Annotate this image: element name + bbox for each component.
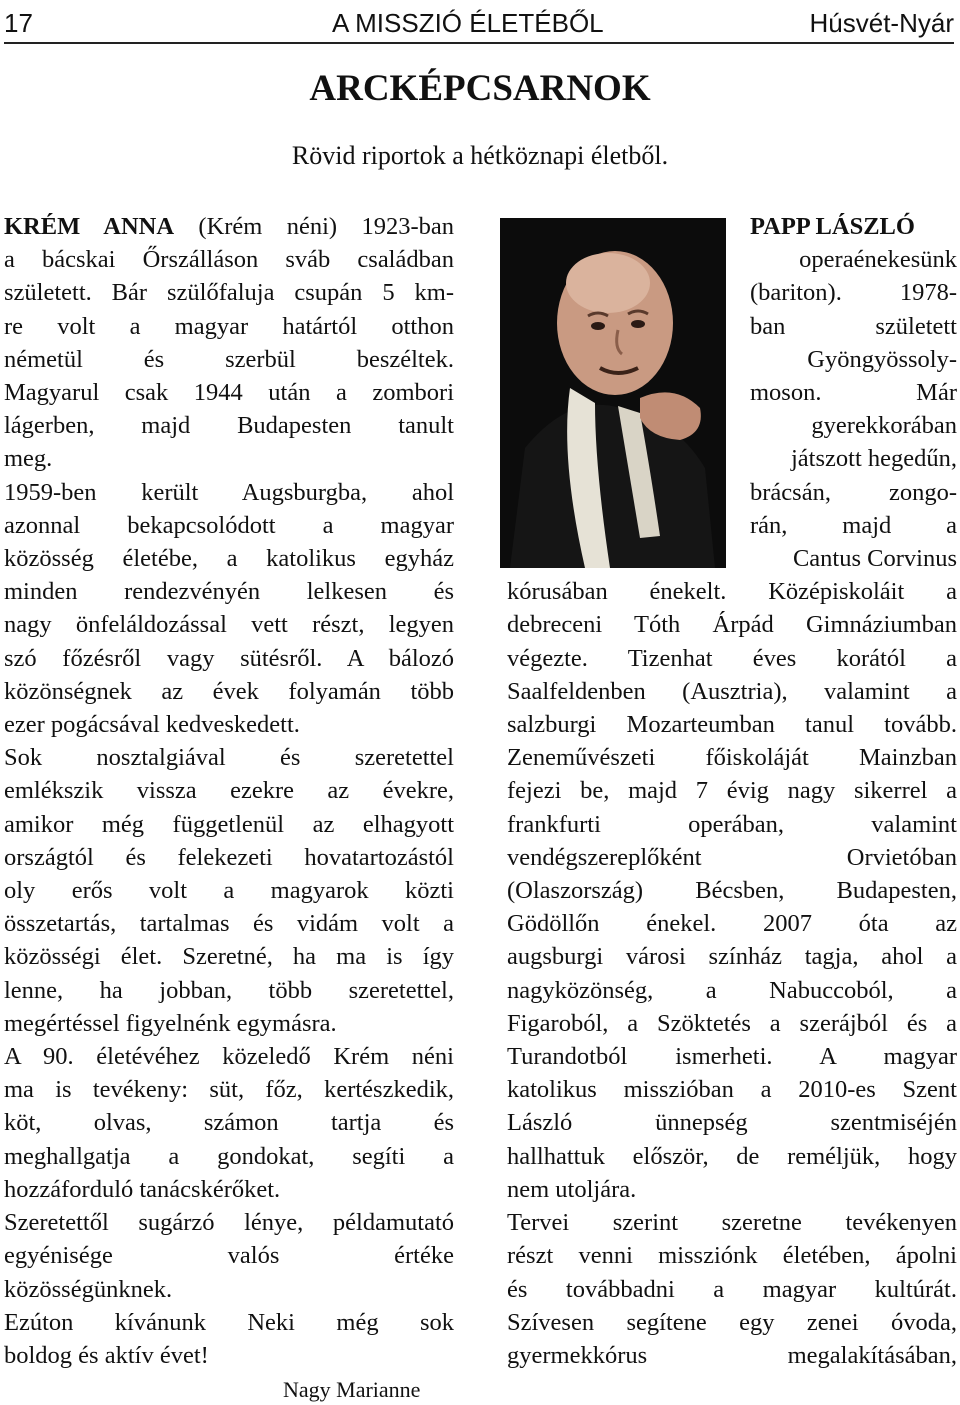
article-line: ma is tevékeny: süt, főz, kertészkedik, [4, 1076, 454, 1104]
article-line: Zeneművészeti főiskoláját Mainzban [507, 744, 957, 772]
article-line: fejezi be, majd 7 évig nagy sikerrel a [507, 777, 957, 805]
article-line: (Olaszország) Bécsben, Budapesten, [507, 877, 957, 905]
article-krem-anna [4, 210, 454, 1372]
article-line: összetartás, tartalmas és vidám volt a [4, 910, 454, 938]
article-line: ban született [750, 312, 957, 340]
article-line: nem utoljára. [507, 1175, 637, 1203]
article-line: Magyarul csak 1944 után a zombori [4, 379, 454, 407]
article-line: nagyközönség, a Nabuccoból, a [507, 976, 957, 1004]
article-line [4, 210, 454, 243]
article-line: amikor még függetlenül az elhagyott [4, 810, 454, 838]
article-line: a bácskai Őrszálláson sváb családban [4, 246, 454, 274]
article-papp-laszlo [507, 210, 957, 1372]
article-line: salzburgi Mozarteumban tanul tovább. [507, 711, 957, 739]
article-line: Szeretettől sugárzó lénye, példamutató [4, 1209, 454, 1237]
issue-name: Húsvét-Nyár [809, 8, 954, 38]
page-header [4, 4, 954, 44]
article-line: azonnal bekapcsolódott a magyar [4, 511, 454, 539]
article-line: egyénisége valós értéke [4, 1242, 454, 1270]
article-line: Saalfeldenben (Ausztria), valamint a [507, 677, 957, 705]
article-line: gyerekkorában [811, 412, 957, 440]
article-line: köt, olvas, számon tartja és [4, 1109, 454, 1137]
article-line: emlékszik vissza ezekre az évekre, [4, 777, 454, 805]
article-line: meghallgatja a gondokat, segíti a [4, 1142, 454, 1170]
section-title: ARCKÉPCSARNOK [309, 68, 651, 109]
article-line: lenne, ha jobban, több szeretettel, [4, 976, 454, 1004]
article-line: frankfurti operában, valamint [507, 810, 957, 838]
article-line: operaénekesünk [799, 246, 957, 274]
article-line: Figaroból, a Szöktetés a szerájból és a [507, 1009, 957, 1037]
article-line: (bariton). 1978- [750, 279, 957, 307]
magazine-title: A MISSZIÓ ÉLETÉBŐL [332, 8, 604, 38]
article-line: Gödöllőn énekel. 2007 óta az [507, 910, 957, 938]
article-line: szó főzésről vagy sütésről. A bálozó [4, 644, 454, 672]
person-name: PAPP LÁSZLÓ [750, 213, 915, 240]
article-line: született. Bár szülőfaluja csupán 5 km- [4, 279, 454, 307]
article-line: meg. [4, 445, 53, 473]
author-byline: Nagy Marianne [283, 1377, 421, 1402]
article-line: megértéssel figyelnénk egymásra. [4, 1009, 337, 1037]
article-line: Szívesen segítene egy zenei óvoda, [507, 1308, 957, 1336]
article-line: lágerben, majd Budapesten tanult [4, 412, 454, 440]
article-line: vendégszereplőként Orvietóban [507, 843, 957, 871]
article-line: re volt a magyar határtól otthon [4, 312, 454, 340]
article-line: részt venni missziónk életében, ápolni [507, 1242, 957, 1270]
article-line: németül és szerbül beszéltek. [4, 345, 454, 373]
article-line: boldog és aktív évet! [4, 1341, 209, 1369]
article-line: moson. Már [750, 379, 957, 407]
page-number: 17 [4, 8, 33, 38]
article-line: gyermekkórus megalakításában, [507, 1341, 957, 1369]
portrait-drawing [500, 218, 726, 568]
person-name: KRÉM ANNA [4, 213, 175, 240]
article-line: közösségi élet. Szeretné, ha ma is így [4, 943, 454, 971]
article-line: minden rendezvényén lelkesen és [4, 578, 454, 606]
portrait-photo-icon [500, 218, 726, 568]
article-line: László ünnepség szentmiséjén [507, 1109, 957, 1137]
article-line: Tervei szerint szeretne tevékenyen [507, 1209, 957, 1237]
article-line: közösségünknek. [4, 1275, 173, 1303]
article-line: brácsán, zongo- [750, 478, 957, 506]
article-line: közönségnek az évek folyamán több [4, 677, 454, 705]
article-line: hallhattuk először, de reméljük, hogy [507, 1142, 957, 1170]
article-line: kórusában énekelt. Középiskoláit a [507, 578, 957, 606]
article-line: közösség életébe, a katolikus egyház [4, 545, 454, 573]
article-line: végezte. Tizenhat éves korától a [507, 644, 957, 672]
line-text: (Krém néni) 1923-ban [174, 213, 454, 240]
article-line: 1959-ben került Augsburgba, ahol [4, 478, 454, 506]
article-line: oly erős volt a magyarok közti [4, 877, 454, 905]
article-line: augsburgi városi színház tagja, ahol a [507, 943, 957, 971]
article-line: katolikus misszióban a 2010-es Szent [507, 1076, 957, 1104]
article-line: nagy önfeláldozással vett részt, legyen [4, 611, 454, 639]
section-subtitle: Rövid riportok a hétköznapi életből. [291, 141, 669, 170]
article-line: ezer pogácsával kedveskedett. [4, 711, 300, 739]
article-line: Gyöngyössoly- [807, 345, 957, 373]
article-line: rán, majd a [750, 511, 957, 539]
article-line: Sok nosztalgiával és szeretettel [4, 744, 454, 772]
article-line: debreceni Tóth Árpád Gimnáziumban [507, 611, 957, 639]
article-line: országtól és felekezeti hovatartozástól [4, 843, 454, 871]
article-line: A 90. életévéhez közeledő Krém néni [4, 1043, 454, 1071]
article-line: Cantus Corvinus [792, 545, 957, 573]
article-line: Ezúton kívánunk Neki még sok [4, 1308, 454, 1336]
article-line: játszott hegedűn, [790, 445, 957, 473]
article-line: hozzáforduló tanácskérőket. [4, 1175, 281, 1203]
article-line: és továbbadni a magyar kultúrát. [507, 1275, 957, 1303]
article-line: Turandotból ismerheti. A magyar [507, 1043, 957, 1071]
